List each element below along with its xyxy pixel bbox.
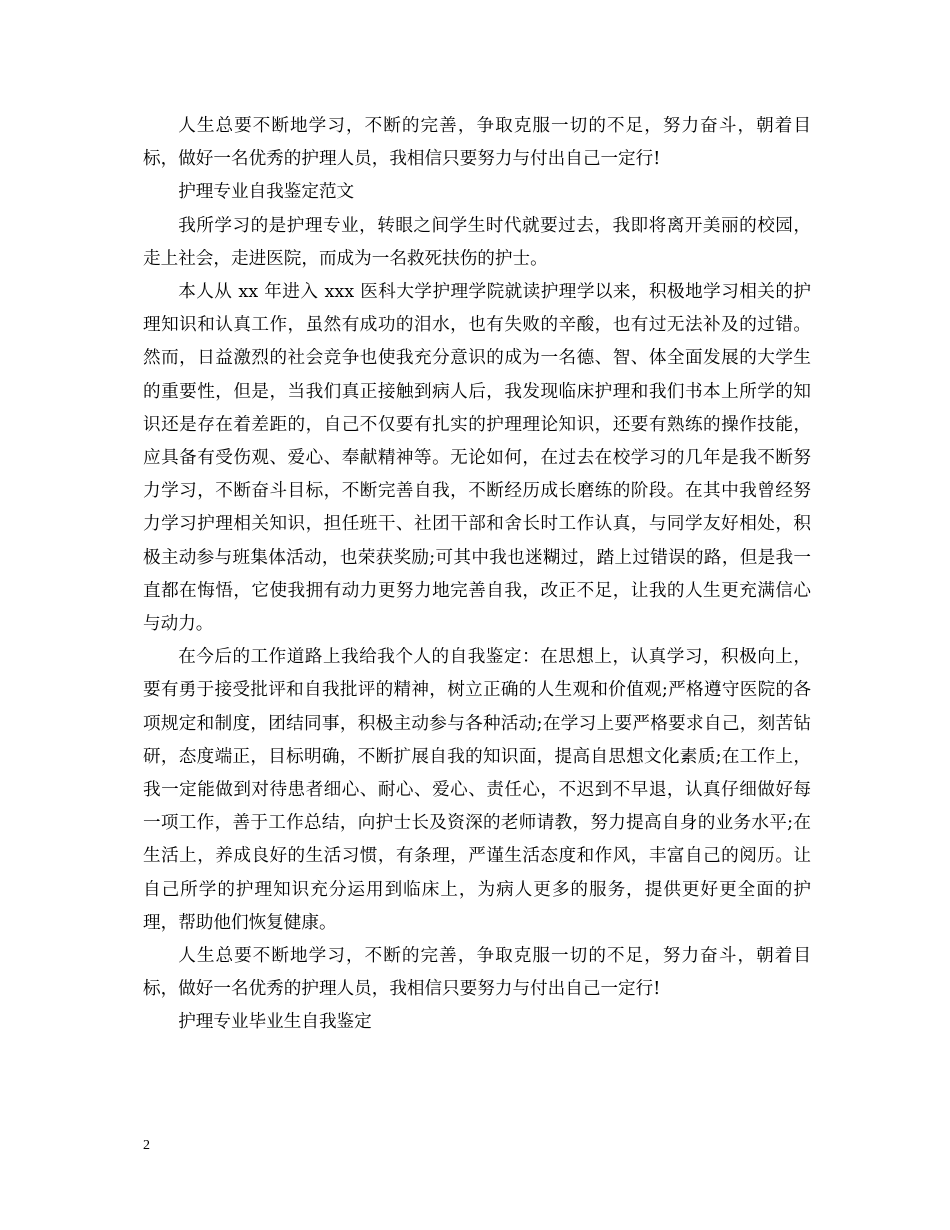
paragraph-closing-2: 人生总要不断地学习，不断的完善，争取克服一切的不足，努力奋斗，朝着目标，做好一名优秀的护理人员，我相信只要努力与付出自己一定行! [143,946,811,1000]
section-heading-graduate: 护理专业毕业生自我鉴定 [178,1012,372,1033]
paragraph-study-experience: 本人从 xx 年进入 xxx 医科大学护理学院就读护理学以来，积极地学习相关的护理知识和认真工作，虽然有成功的泪水，也有失败的辛酸，也有过无法补及的过错。然而，日益激烈的社会竞争也使我充分意识的成为一名德、智、体全面发展的大学生的重要性，但是，当我们真正接触到病人后，我发现临床护理和我们书本上所学的知识还是存在着差距的，自己不仅要有扎实的护理理论知识，还要有熟练的操作技能，应具备有受伤观、爱心、奉献精神等。无论如何，在过去在校学习的几年是我不断努力学习，不断奋斗目标，不断完善自我，不断经历成长磨练的阶段。在其中我曾经努力学习护理相关知识，担任班干、社团干部和舍长时工作认真，与同学友好相处，积极主动参与班集体活动，也荣获奖励;可其中我也迷糊过，踏上过错误的路，但是我一直都在悔悟，它使我拥有动力更努力地完善自我，改正不足，让我的人生更充满信心与动力。 [143,282,811,635]
section-heading-fanwen: 护理专业自我鉴定范文 [178,182,355,203]
paragraph-closing-1: 人生总要不断地学习，不断的完善，争取克服一切的不足，努力奋斗，朝着目标，做好一名优秀的护理人员，我相信只要努力与付出自己一定行! [143,116,811,170]
page-number: 2 [143,1138,150,1153]
document-body [143,110,811,1040]
paragraph-intro: 我所学习的是护理专业，转眼之间学生时代就要过去，我即将离开美丽的校园，走上社会，走进医院，而成为一名救死扶伤的护士。 [143,215,811,269]
paragraph-self-assessment: 在今后的工作道路上我给我个人的自我鉴定：在思想上，认真学习，积极向上，要有勇于接受批评和自我批评的精神，树立正确的人生观和价值观;严格遵守医院的各项规定和制度，团结同事，积极主动参与各种活动;在学习上要严格要求自己，刻苦钻研，态度端正，目标明确，不断扩展自我的知识面，提高自思想文化素质;在工作上，我一定能做到对待患者细心、耐心、爱心、责任心，不迟到不早退，认真仔细做好每一项工作，善于工作总结，向护士长及资深的老师请教，努力提高自身的业务水平;在生活上，养成良好的生活习惯，有条理，严谨生活态度和作风，丰富自己的阅历。让自己所学的护理知识充分运用到临床上，为病人更多的服务，提供更好更全面的护理，帮助他们恢复健康。 [143,647,811,933]
